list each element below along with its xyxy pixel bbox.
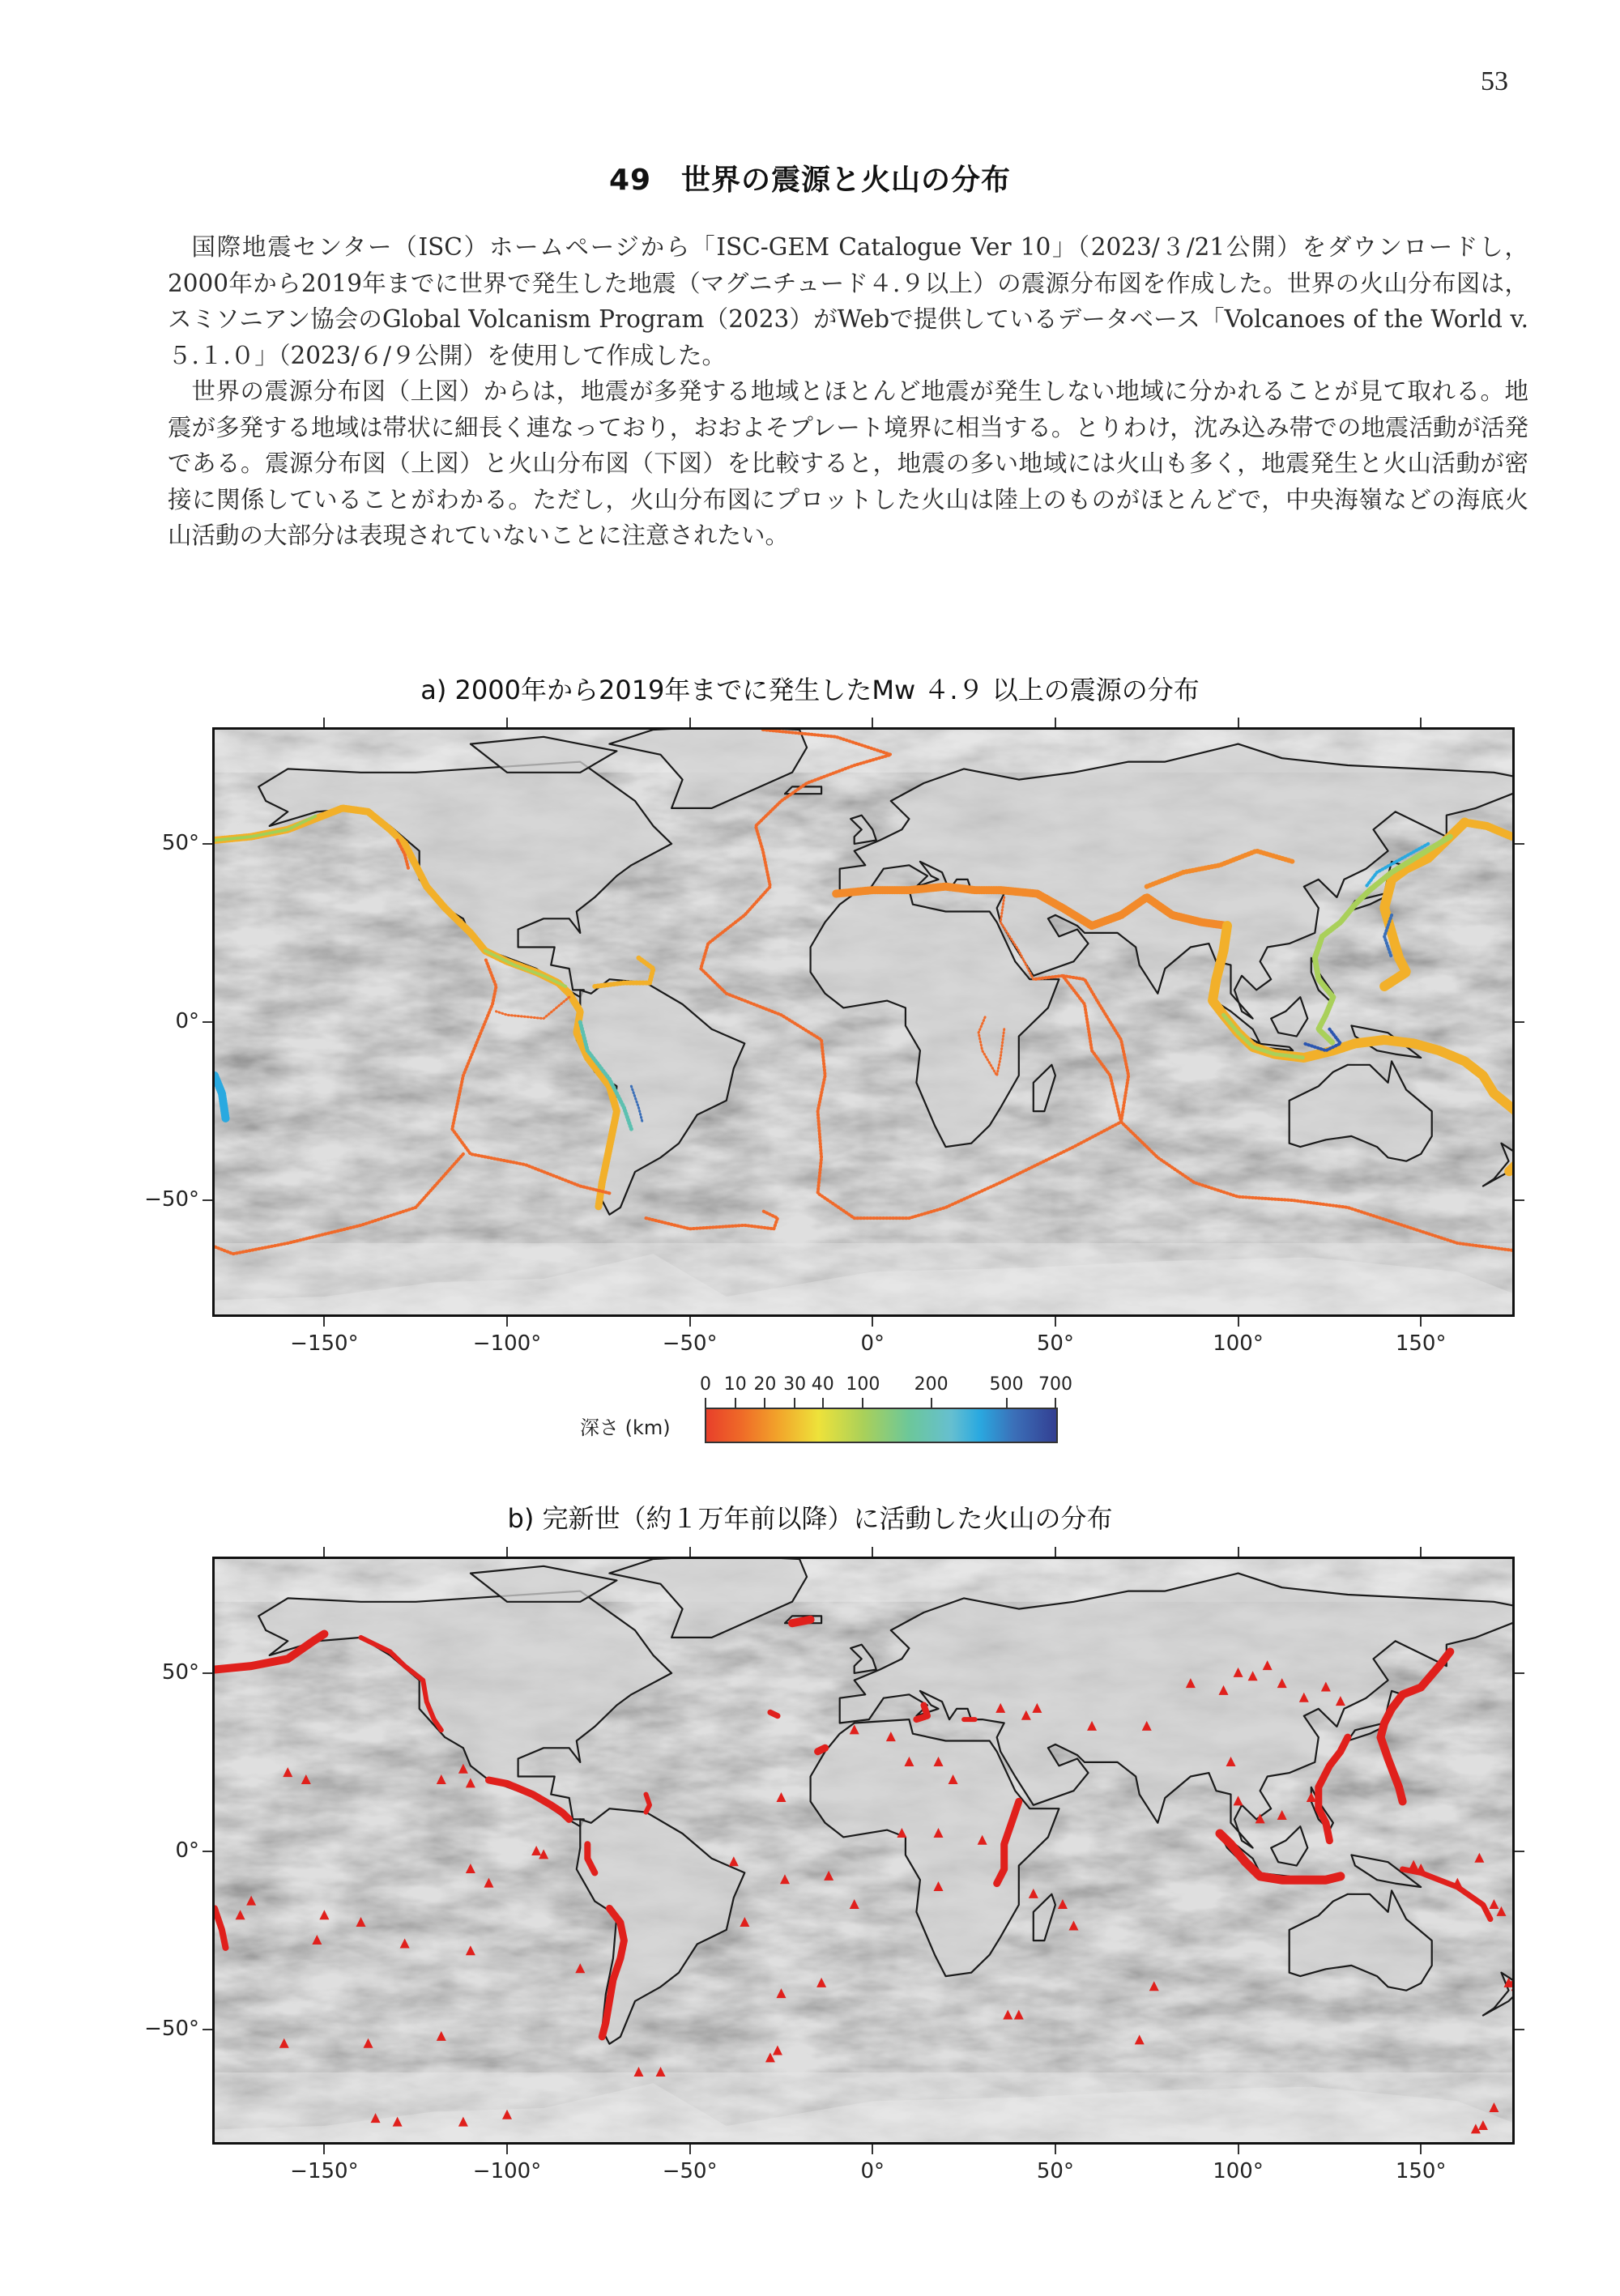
lon-tick-label: 50° xyxy=(1036,1331,1074,1356)
lon-tick xyxy=(872,718,873,727)
lon-tick xyxy=(1055,2145,1056,2154)
lat-tick xyxy=(1515,843,1524,845)
colorbar-tick-label: 0 xyxy=(700,1374,711,1395)
lon-tick xyxy=(506,1317,508,1327)
earthquake-map-canvas xyxy=(215,730,1512,1314)
colorbar-tick xyxy=(1006,1398,1008,1408)
colorbar-tick-label: 30 xyxy=(783,1374,807,1395)
lon-tick xyxy=(689,1317,691,1327)
lat-tick xyxy=(1515,2029,1524,2030)
lon-tick xyxy=(506,2145,508,2154)
lat-tick-label: −50° xyxy=(144,2017,199,2042)
lon-tick xyxy=(1238,2145,1239,2154)
lon-tick xyxy=(1420,718,1422,727)
lon-tick-label: −50° xyxy=(662,2159,718,2183)
colorbar-tick-label: 500 xyxy=(989,1374,1024,1395)
lon-tick xyxy=(506,718,508,727)
lat-tick xyxy=(1515,1199,1524,1201)
lat-tick xyxy=(202,1672,212,1674)
lon-tick-label: −100° xyxy=(472,2159,542,2183)
lon-tick xyxy=(1238,718,1239,727)
volcano-map xyxy=(212,1557,1515,2145)
volcanic-arc xyxy=(818,1748,825,1751)
paragraph: 世界の震源分布図（上図）からは，地震が多発する地域とほとんど地震が発生しない地域に分かれることが見て取れる。地震が多発する地域は帯状に細長く連なっており，おおよそプレート境界に相当する。とりわけ，沈み込み帯での地震活動が活発である。震源分布図（上図）と火山分布図（下図）を比較すると，地震の多い地域には火山も多く，地震発生と火山活動が密接に関係していることがわかる。ただし，火山分布図にプロットした火山は陸上のものがほとんどで，中央海嶺などの海底火山活動の大部分は表現されていないことに注意されたい。 xyxy=(168,377,1529,549)
lon-tick xyxy=(872,1547,873,1557)
paragraph: 国際地震センター（ISC）ホームページから「ISC-GEM Catalogue Ver 10」（2023/３/21公開）をダウンロードし，2000年から2019年までに世界で発生した地震（マグニチュード４.９以上）の震源分布図を作成した。世界の火山分布図は，スミソニアン協会のGlobal Volcanism Program（2023）がWebで提供しているデータベース「Volcanoes of the World v. ５.１.０」（2023/６/９公開）を使用して作成した。 xyxy=(168,233,1528,369)
lat-tick-label: 0° xyxy=(175,1009,199,1033)
lon-tick xyxy=(1420,1547,1422,1557)
lat-tick xyxy=(202,2029,212,2030)
lon-tick xyxy=(1055,1317,1056,1327)
lon-tick-label: 0° xyxy=(860,2159,885,2183)
figure-a-caption: a) 2000年から2019年までに発生したMw ４.９ 以上の震源の分布 xyxy=(420,675,1200,705)
lon-tick xyxy=(1238,1317,1239,1327)
lon-tick xyxy=(1420,2145,1422,2154)
volcanic-arc xyxy=(792,1620,811,1623)
colorbar-tick xyxy=(735,1398,736,1408)
colorbar-tick xyxy=(705,1398,706,1408)
colorbar-tick-label: 40 xyxy=(811,1374,834,1395)
lon-tick xyxy=(323,718,325,727)
volcano-map-canvas xyxy=(215,1559,1512,2144)
lon-tick-label: 0° xyxy=(860,1331,885,1356)
lon-tick-label: −150° xyxy=(290,2159,359,2183)
colorbar-tick-label: 200 xyxy=(914,1374,949,1395)
lat-tick xyxy=(1515,1672,1524,1674)
lon-tick-label: 150° xyxy=(1395,1331,1447,1356)
lat-tick-label: 50° xyxy=(161,1659,199,1685)
colorbar-tick-label: 20 xyxy=(753,1374,777,1395)
colorbar-tick xyxy=(1055,1398,1056,1408)
colorbar-tick-label: 700 xyxy=(1038,1374,1072,1395)
volcanic-arc xyxy=(646,1795,650,1813)
lon-tick-label: 100° xyxy=(1213,1331,1264,1356)
figure-b-caption: b) 完新世（約１万年前以降）に活動した火山の分布 xyxy=(507,1503,1113,1534)
lon-tick xyxy=(1055,718,1056,727)
lon-tick xyxy=(323,1317,325,1327)
lon-tick xyxy=(689,1547,691,1557)
lon-tick xyxy=(689,718,691,727)
colorbar-tick xyxy=(822,1398,824,1408)
colorbar-tick-label: 10 xyxy=(723,1374,747,1395)
lat-tick xyxy=(202,843,212,845)
colorbar-tick xyxy=(794,1398,795,1408)
lat-tick xyxy=(1515,1021,1524,1023)
lon-tick-label: −150° xyxy=(290,1331,359,1356)
lon-tick xyxy=(872,1317,873,1327)
depth-colorbar xyxy=(705,1397,1061,1446)
lon-tick xyxy=(689,2145,691,2154)
colorbar-gradient xyxy=(705,1408,1058,1443)
colorbar-tick-label: 100 xyxy=(846,1374,880,1395)
coastline-iceland xyxy=(785,786,821,794)
lat-tick xyxy=(202,1021,212,1023)
lat-tick xyxy=(202,1199,212,1201)
lon-tick xyxy=(506,1547,508,1557)
lon-tick-label: −100° xyxy=(472,1331,542,1356)
lat-tick xyxy=(1515,1851,1524,1852)
lat-tick-label: 50° xyxy=(161,830,199,855)
lon-tick-label: 100° xyxy=(1213,2159,1264,2183)
earthquake-map xyxy=(212,727,1515,1317)
lon-tick xyxy=(872,2145,873,2154)
lon-tick xyxy=(1420,1317,1422,1327)
colorbar-label: 深さ (km) xyxy=(580,1416,671,1439)
lon-tick xyxy=(1055,1547,1056,1557)
lon-tick xyxy=(1238,1547,1239,1557)
lat-tick-label: −50° xyxy=(144,1187,199,1212)
lon-tick xyxy=(323,1547,325,1557)
lon-tick-label: 50° xyxy=(1036,2159,1074,2183)
lon-tick-label: 150° xyxy=(1395,2159,1447,2183)
colorbar-tick xyxy=(764,1398,765,1408)
section-title: 49 世界の震源と火山の分布 xyxy=(608,164,1012,197)
lat-tick xyxy=(202,1851,212,1852)
volcanic-arc xyxy=(770,1712,778,1715)
colorbar-tick xyxy=(931,1398,932,1408)
page-number: 53 xyxy=(1481,66,1508,96)
lon-tick-label: −50° xyxy=(662,1331,718,1356)
colorbar-tick xyxy=(862,1398,863,1408)
body-text xyxy=(168,229,1528,554)
lon-tick xyxy=(323,2145,325,2154)
lat-tick-label: 0° xyxy=(175,1838,199,1863)
